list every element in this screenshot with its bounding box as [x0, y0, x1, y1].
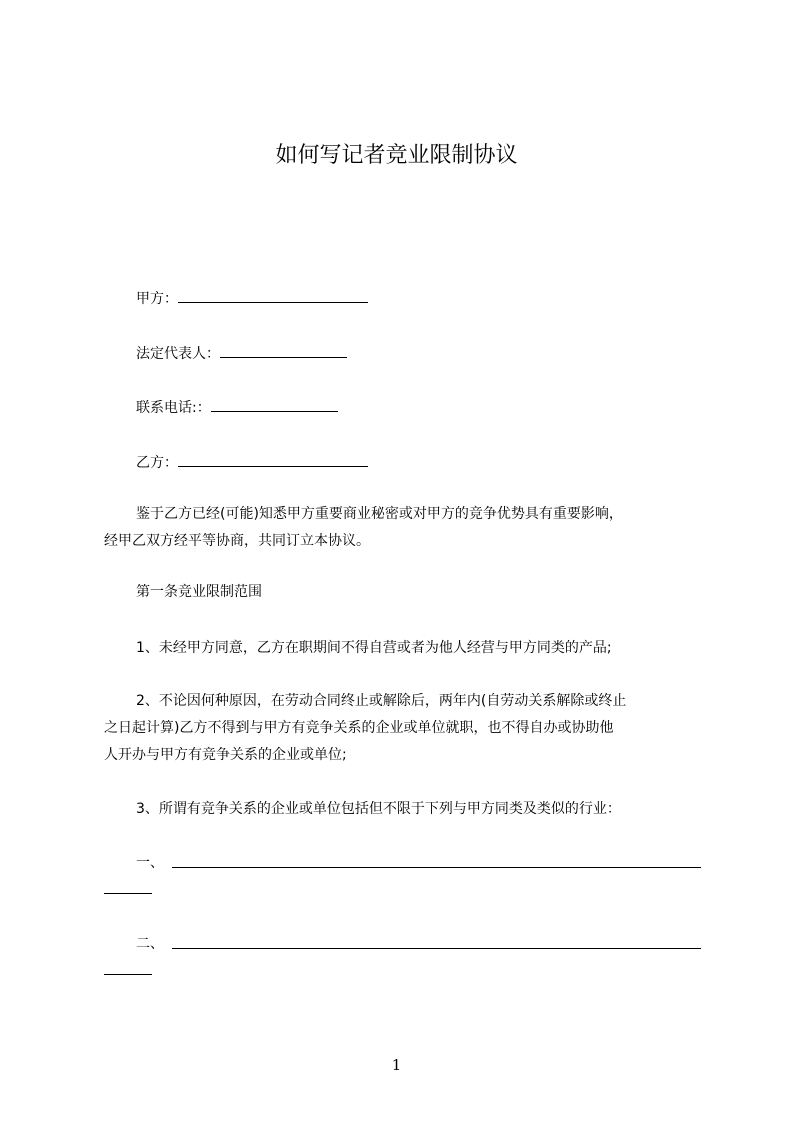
party-b-label: 乙方： — [136, 455, 178, 471]
clause-2-text-1: 2、不论因何种原因，在劳动合同终止或解除后，两年内(自劳动关系解除或终止 — [136, 693, 627, 709]
party-a-field — [104, 286, 704, 313]
preamble-line-2 — [104, 528, 704, 555]
article-1-title: 第一条竞业限制范围 — [136, 584, 262, 600]
item-2 — [104, 931, 704, 958]
clause-3-text: 3、所谓有竞争关系的企业或单位包括但不限于下列与甲方同类及类似的行业： — [136, 801, 621, 817]
party-a-blank[interactable] — [178, 288, 368, 303]
clause-1 — [104, 635, 704, 662]
phone-blank[interactable] — [211, 397, 338, 412]
clause-2-text-2: 之日起计算)乙方不得到与甲方有竞争关系的企业或单位就职，也不得自办或协助他 — [104, 720, 614, 736]
clause-2-line-1 — [104, 688, 704, 715]
clause-3 — [104, 796, 704, 823]
page-number: 1 — [391, 1056, 402, 1074]
document-title: 如何写记者竞业限制协议 — [275, 143, 518, 168]
item-1-label: 一、 — [136, 855, 164, 871]
article-1-heading — [104, 579, 704, 606]
party-b-blank[interactable] — [178, 452, 368, 467]
legal-rep-blank[interactable] — [220, 343, 347, 358]
phone-label: 联系电话:： — [136, 400, 211, 416]
clause-1-text: 1、未经甲方同意，乙方在职期间不得自营或者为他人经营与甲方同类的产品; — [136, 640, 612, 656]
item-1 — [104, 850, 704, 877]
item-2-blank-line-1[interactable] — [172, 948, 701, 949]
item-2-label: 二、 — [136, 936, 164, 952]
party-b-field — [104, 450, 704, 477]
phone-field — [104, 395, 704, 422]
clause-2-line-3 — [104, 742, 704, 769]
item-1-blank-line-1[interactable] — [172, 867, 701, 868]
clause-2-text-3: 人开办与甲方有竞争关系的企业或单位; — [104, 747, 347, 763]
item-1-blank-line-2[interactable] — [104, 893, 152, 894]
party-a-label: 甲方： — [136, 291, 178, 307]
preamble-text-1: 鉴于乙方已经(可能)知悉甲方重要商业秘密或对甲方的竞争优势具有重要影响， — [136, 506, 623, 522]
item-2-blank-line-2[interactable] — [104, 974, 152, 975]
preamble-line-1 — [104, 501, 704, 528]
preamble-text-2: 经甲乙双方经平等协商，共同订立本协议。 — [104, 533, 370, 549]
legal-rep-field — [104, 341, 704, 368]
legal-rep-label: 法定代表人： — [136, 346, 220, 362]
clause-2-line-2 — [104, 715, 704, 742]
